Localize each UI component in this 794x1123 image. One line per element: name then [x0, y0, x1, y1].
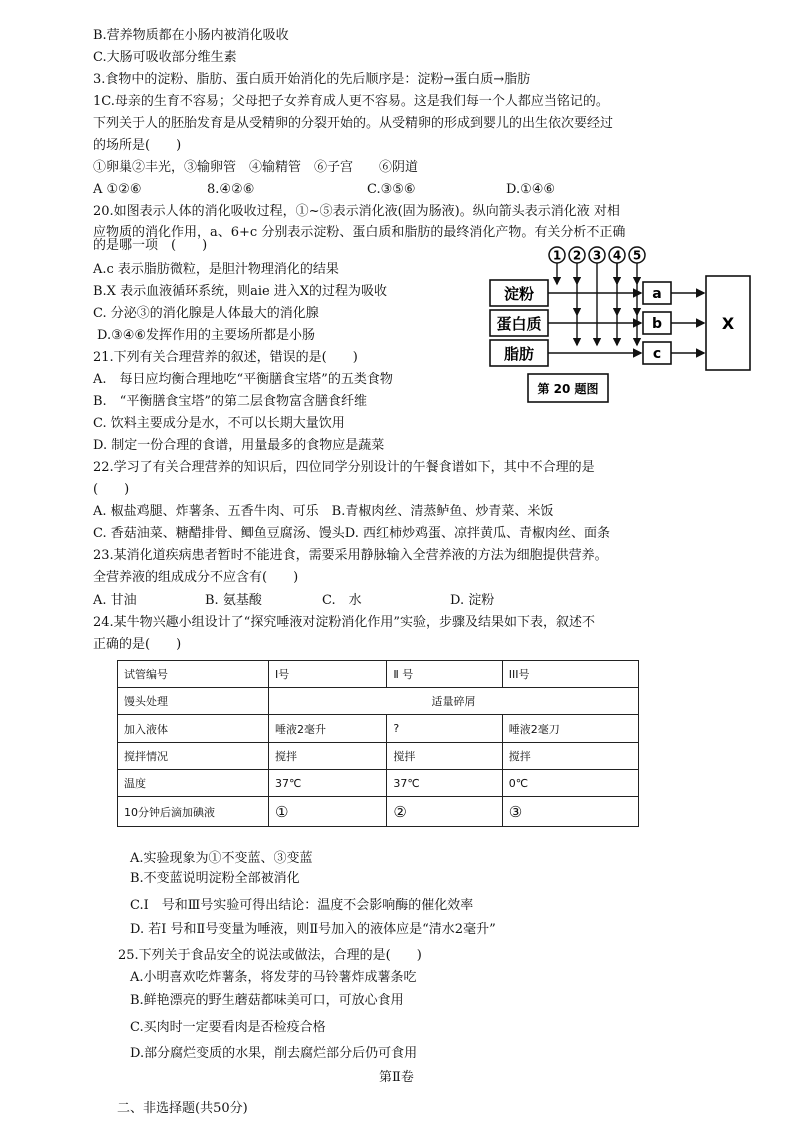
- table-row: [118, 797, 639, 827]
- q25-stem: 25.下列关于食品安全的说法或做法，合理的是( ): [118, 948, 422, 963]
- protein-label: 蛋白质: [496, 315, 542, 333]
- table-cell: 10分钟后滴加碘液: [118, 797, 269, 827]
- q23-option-d: D. 淀粉: [450, 593, 495, 608]
- q23-option-b: B. 氨基酸: [205, 593, 262, 608]
- table-cell: 适量碎屑: [269, 688, 639, 715]
- q25-option-c: C.买肉时一定要看肉是否检疫合格: [130, 1020, 326, 1035]
- q23-option-c: C. 水: [322, 593, 362, 608]
- table-row: [118, 661, 639, 688]
- juice-number: 2: [572, 248, 582, 263]
- juice-number: 4: [612, 248, 622, 263]
- q19-option-b: B.营养物质都在小肠内被消化吸收: [93, 28, 289, 43]
- vertical-arrows: [557, 263, 637, 345]
- q22-options-cd: C. 香菇油菜、糖醋排骨、鲫鱼豆腐汤、馒头D. 西红柿炒鸡蛋、凉拌黄瓜、青椒肉丝、面条: [93, 526, 610, 541]
- table-cell: 搅拌: [502, 742, 638, 769]
- q21-option-c: C. 饮料主要成分是水，不可以长期大量饮用: [93, 416, 345, 431]
- q19-choices-list: ①卵巢②丰光，③输卵管 ④输精管 ⑥子宫 ⑥阴道: [93, 160, 419, 175]
- product-label-b: b: [651, 316, 663, 332]
- horizontal-arrows: [548, 293, 641, 353]
- absorption-arrows: [671, 293, 704, 353]
- section-heading: 二、非选择题(共50分): [117, 1101, 248, 1116]
- table-row: [118, 742, 639, 769]
- table-cell: 唾液2毫升: [269, 715, 387, 742]
- q21-option-b: B. “平衡膳食宝塔”的第二层食物富含膳食纤维: [93, 394, 367, 409]
- table-cell: Ⅱ 号: [387, 661, 502, 688]
- q22-options-ab: A. 椒盐鸡腿、炸薯条、五香牛肉、可乐 B.青椒肉丝、清蒸鲈鱼、炒青菜、米饭: [93, 504, 554, 519]
- table-cell: ①: [269, 797, 387, 827]
- table-cell: 搅拌情况: [118, 742, 269, 769]
- table-cell: 馒头处理: [118, 688, 269, 715]
- q20-stem-3: 的是哪一项 ( ): [93, 238, 208, 253]
- table-cell: 温度: [118, 769, 269, 796]
- table-cell: 搅拌: [269, 742, 387, 769]
- table-cell: III号: [502, 661, 638, 688]
- q19-option-c: C.大肠可吸收部分维生素: [93, 50, 237, 65]
- q21-option-d: D. 制定一份合理的食谱，用量最多的食物应是蔬菜: [93, 438, 385, 453]
- table-cell: ?: [387, 715, 502, 742]
- figure-caption: 第 20 题图: [537, 382, 599, 396]
- q23-stem-1: 23.某消化道疾病患者暂时不能进食，需要采用静脉输入全营养液的方法为细胞提供营养。: [93, 548, 608, 563]
- q24-option-c: C.Ⅰ 号和Ⅲ号实验可得出结论：温度不会影响酶的催化效率: [130, 898, 474, 913]
- q22-stem-2: ( ): [93, 482, 130, 497]
- q23-stem-2: 全营养液的组成成分不应含有( ): [93, 570, 299, 585]
- q20-option-b: B.X 表示血液循环系统，则aie 进入X的过程为吸收: [93, 284, 388, 299]
- juice-number: 5: [632, 248, 642, 263]
- fat-label: 脂肪: [503, 345, 535, 363]
- table-cell: 37℃: [387, 769, 502, 796]
- table-cell: 试管编号: [118, 661, 269, 688]
- q20-stem-2: 应物质的消化作用，a、6+c 分别表示淀粉、蛋白质和脂肪的最终消化产物。有关分析不正确: [93, 225, 626, 240]
- juice-number: 1: [552, 248, 562, 263]
- table-cell: 加入液体: [118, 715, 269, 742]
- q23-option-a: A. 甘油: [93, 593, 137, 608]
- juice-number: 3: [592, 248, 602, 263]
- experiment-table: [117, 660, 639, 827]
- section-title: 第Ⅱ卷: [379, 1070, 414, 1085]
- q19-option-a-ans: A ①②⑥: [93, 182, 142, 197]
- q19-stem-1: 1C.母亲的生育不容易；父母把子女养育成人更不容易。这是我们每一个人都应当铭记的。: [93, 94, 609, 109]
- q24-option-d: D. 若Ⅰ 号和Ⅱ号变量为唾液，则Ⅱ号加入的液体应是“清水2毫升”: [130, 922, 496, 937]
- x-label: X: [721, 314, 735, 333]
- q24-option-b: B.不变蓝说明淀粉全部被消化: [130, 871, 300, 886]
- table-row: [118, 688, 639, 715]
- q21-option-a: A. 每日应均衡合理地吃“平衡膳食宝塔”的五类食物: [93, 372, 393, 387]
- q19-option-c-ans: C.③⑤⑥: [367, 182, 416, 197]
- table-row: [118, 715, 639, 742]
- q20-option-c: C. 分泌③的消化腺是人体最大的消化腺: [93, 306, 319, 321]
- table-cell: 唾液2毫刀: [502, 715, 638, 742]
- product-label-c: c: [652, 346, 662, 362]
- table-cell: 搅拌: [387, 742, 502, 769]
- q20-option-a: A.c 表示脂肪微粒，是胆汁物理消化的结果: [93, 262, 339, 277]
- digestion-diagram: [488, 244, 754, 406]
- digestive-juice-labels: [549, 247, 645, 263]
- q25-option-b: B.鲜艳漂亮的野生蘑菇都味美可口，可放心食用: [130, 993, 404, 1008]
- q24-option-a: A.实验现象为①不变蓝、③变蓝: [130, 851, 313, 866]
- table-cell: ③: [502, 797, 638, 827]
- q19-stem-2: 下列关于人的胚胎发育是从受精卵的分裂开始的。从受精卵的形成到婴儿的出生依次要经过: [93, 116, 614, 131]
- product-label-a: a: [652, 286, 662, 302]
- table-cell: ②: [387, 797, 502, 827]
- q25-option-d: D.部分腐烂变质的水果，削去腐烂部分后仍可食用: [130, 1046, 418, 1061]
- table-row: [118, 769, 639, 796]
- q20-stem-1: 20.如图表示人体的消化吸收过程，①~⑤表示消化液(固为肠液)。纵向箭头表示消化液 对相: [93, 204, 620, 219]
- q20-option-d: D.③④⑥发挥作用的主要场所都是小肠: [97, 328, 316, 343]
- q24-stem-2: 正确的是( ): [93, 637, 182, 652]
- q21-stem: 21.下列有关合理营养的叙述，错误的是( ): [93, 350, 358, 365]
- table-cell: I号: [269, 661, 387, 688]
- table-cell: 37℃: [269, 769, 387, 796]
- q19-option-d-ans: D.①④⑥: [506, 182, 556, 197]
- q22-stem-1: 22.学习了有关合理营养的知识后，四位同学分别设计的午餐食谱如下，其中不合理的是: [93, 460, 595, 475]
- q19-option-3: 3.食物中的淀粉、脂肪、蛋白质开始消化的先后顺序是：淀粉→蛋白质→脂肪: [93, 72, 531, 87]
- starch-label: 淀粉: [503, 285, 535, 303]
- q19-option-b-ans: 8.④②⑥: [207, 182, 255, 197]
- q25-option-a: A.小明喜欢吃炸薯条，将发芽的马铃薯炸成薯条吃: [130, 970, 417, 985]
- q24-stem-1: 24.某牛物兴趣小组设计了“探究唾液对淀粉消化作用”实验，步骤及结果如下表，叙述不: [93, 615, 595, 630]
- q19-stem-3: 的场所是( ): [93, 138, 182, 153]
- table-cell: 0℃: [502, 769, 638, 796]
